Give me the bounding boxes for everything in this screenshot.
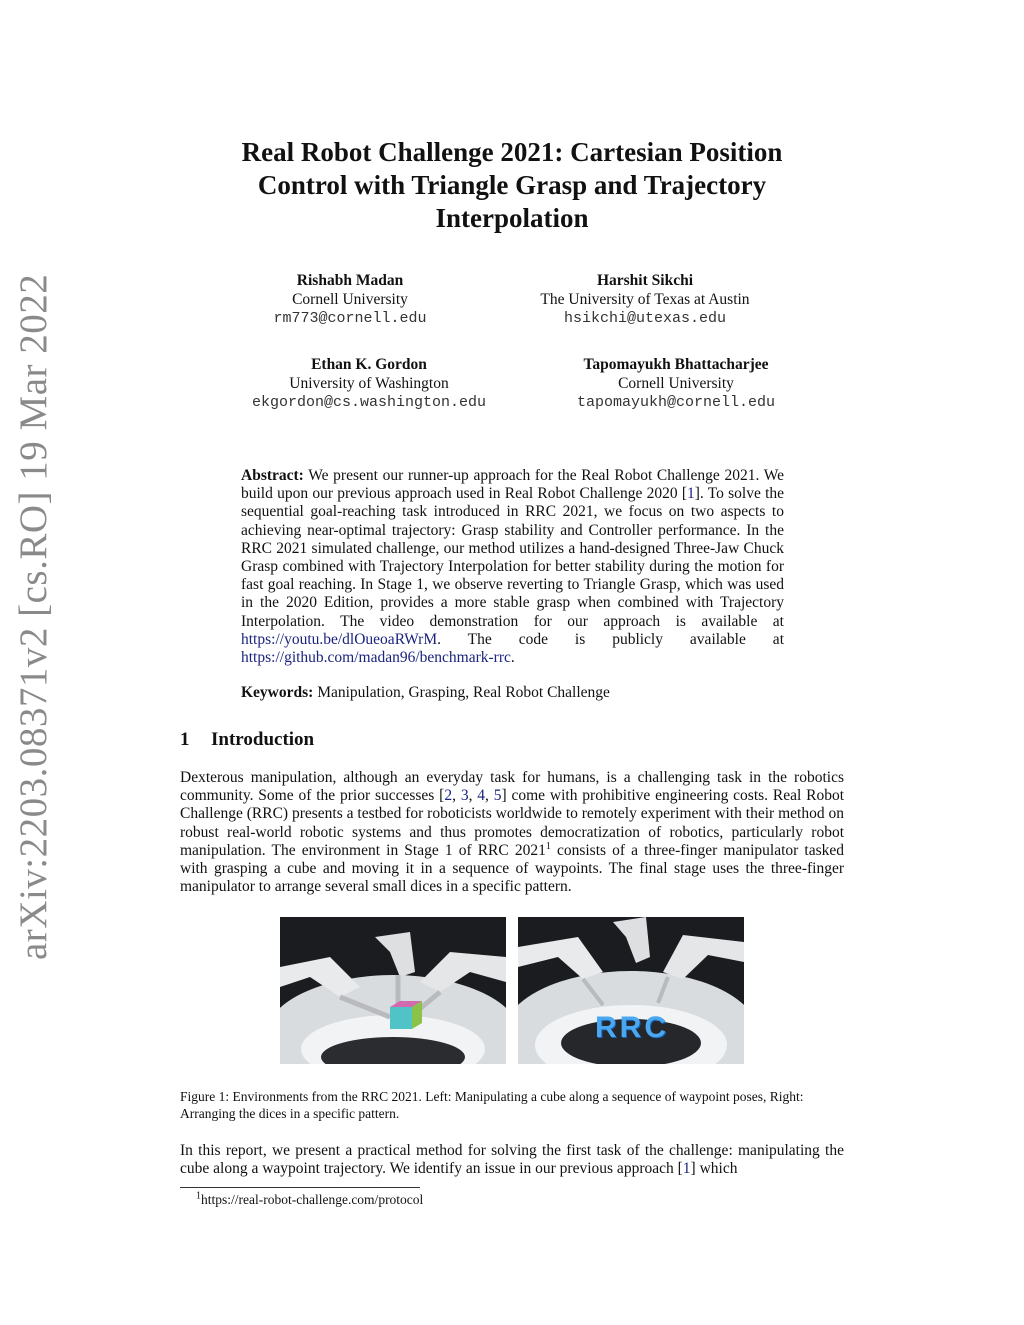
code-link[interactable]: https://github.com/madan96/benchmark-rrc: [241, 649, 511, 667]
author-name: Ethan K. Gordon: [311, 356, 427, 373]
abstract-text: .: [510, 649, 515, 667]
author-email[interactable]: tapomayukh@cornell.edu: [576, 394, 776, 411]
author-email[interactable]: hsikchi@utexas.edu: [563, 310, 727, 327]
citation-link[interactable]: 3: [460, 787, 469, 805]
citation-link[interactable]: 1: [682, 1160, 691, 1178]
figure-image-cube: [280, 917, 506, 1064]
keywords: [241, 684, 784, 702]
author-affiliation: The University of Texas at Austin: [540, 291, 750, 308]
paragraph-text: Dexterous manipulation, although an everyday task for humans, is a challenging task in the robotics community. Some of the prior successes [: [180, 769, 844, 805]
author-affiliation: University of Washington: [289, 375, 449, 392]
citation-link[interactable]: 5: [493, 787, 502, 805]
abstract-text: ]. To solve the sequential goal-reaching task introduced in RRC 2021, we focus on two aspects to achieving near-optimal trajectory: Grasp stability and Controller performance. In the RRC 2021 simulated challenge, our method utilizes a hand-designed Three-Jaw Chuck Grasp combined with Trajectory Interpolation for better stability during the motion for fast goal reaching. In Stage 1, we observe reverting to Triangle Grasp, which was used in the 2020 Edition, provides a more stable grasp when combined with Trajectory Interpolation. The video demonstration for our approach is available at: [241, 485, 785, 630]
paragraph-text: In this report, we present a practical method for solving the first task of the challenge: manipulating the cube along a waypoint trajectory. We identify an issue in our previous approach [: [180, 1142, 844, 1178]
abstract-label: Abstract:: [241, 467, 304, 484]
section-number: 1: [180, 729, 190, 750]
intro-paragraph-2: [180, 1142, 844, 1178]
footnote-mark[interactable]: 1: [545, 840, 551, 852]
author-email[interactable]: rm773@cornell.edu: [273, 310, 427, 327]
footnote: [196, 1192, 423, 1208]
author-email[interactable]: ekgordon@cs.washington.edu: [251, 394, 487, 411]
robot-cube-illustration: [280, 917, 506, 1064]
dice-pattern-text: RRC: [595, 1011, 669, 1044]
section-title: Introduction: [211, 729, 315, 750]
keywords-text: Manipulation, Grasping, Real Robot Challenge: [313, 684, 610, 701]
title-line: Real Robot Challenge 2021: Cartesian Position: [241, 137, 783, 167]
abstract-text: We present our runner-up approach for the Real Robot Challenge 2021. We build upon our previous approach used in Real Robot Challenge 2020 [: [241, 467, 784, 503]
abstract-text: . The code is publicly available at: [437, 630, 784, 648]
title-line: Control with Triangle Grasp and Trajectory: [257, 170, 767, 200]
author-name: Harshit Sikchi: [596, 272, 694, 289]
paragraph-text: ] which: [690, 1160, 738, 1178]
figure-image-dice: [518, 917, 744, 1064]
footnote-url[interactable]: https://real-robot-challenge.com/protocol: [201, 1192, 424, 1207]
author-name: Tapomayukh Bhattacharjee: [583, 356, 769, 373]
figure-caption: Figure 1: Environments from the RRC 2021. Left: Manipulating a cube along a sequence of waypoint poses, Right: Arranging the dices in a specific pattern.: [180, 1089, 804, 1121]
intro-paragraph: Dexterous manipulation, although an everyday task for humans, is a challenging task in the robotics community. Some of the prior successes [2, 3, 4, 5] come with prohibitive engineering costs. Real Robot Challenge (RRC) presents a testbed for roboticists worldwide to remotely experiment with their method on robust real-world robotic systems and thus promotes democratization of robotics, particularly robot manipulation. The environment in Stage 1 of RRC 2021$^1$ consists of a three-finger manipulator tasked with grasping a cube and moving it in a sequence of waypoints. The final stage uses the three-finger manipulator to arrange several small dices in a specific pattern.: [180, 769, 845, 896]
section-heading: [180, 729, 314, 751]
paper-title: [180, 136, 844, 235]
footnote-mark: 1: [196, 1190, 201, 1202]
author-affiliation: Cornell University: [618, 375, 734, 392]
footnote-rule: [180, 1187, 420, 1188]
author-name: Rishabh Madan: [296, 272, 404, 289]
title-line: Interpolation: [435, 203, 589, 233]
video-link[interactable]: https://youtu.be/dlOueoaRWrM: [241, 630, 438, 648]
author-block: [505, 271, 785, 328]
citation-link[interactable]: 1: [687, 485, 695, 503]
author-block: [210, 355, 528, 412]
author-block: [545, 355, 807, 412]
keywords-label: Keywords:: [241, 684, 314, 701]
paragraph-text: consists of a three-finger manipulator tasked with grasping a cube and moving it in a sequence of waypoints. The final stage uses the three-finger manipulator to arrange several small dices in a specific pattern.: [180, 841, 844, 896]
author-affiliation: Cornell University: [292, 291, 408, 308]
author-block: [220, 271, 480, 328]
abstract: [241, 467, 784, 667]
citation-link[interactable]: 2: [444, 787, 453, 805]
citation-link[interactable]: 4: [477, 787, 486, 805]
arxiv-identifier: arXiv:2203.08371v2 [cs.RO] 19 Mar 2022: [12, 273, 55, 960]
paragraph-text: ] come with prohibitive engineering costs. Real Robot Challenge (RRC) presents a testbed for roboticists worldwide to remotely experiment with their method on robust real-world robotic systems and thus promotes democratization of robotics, particularly robot manipulation. The environment in Stage 1 of RRC 2021: [180, 787, 845, 859]
